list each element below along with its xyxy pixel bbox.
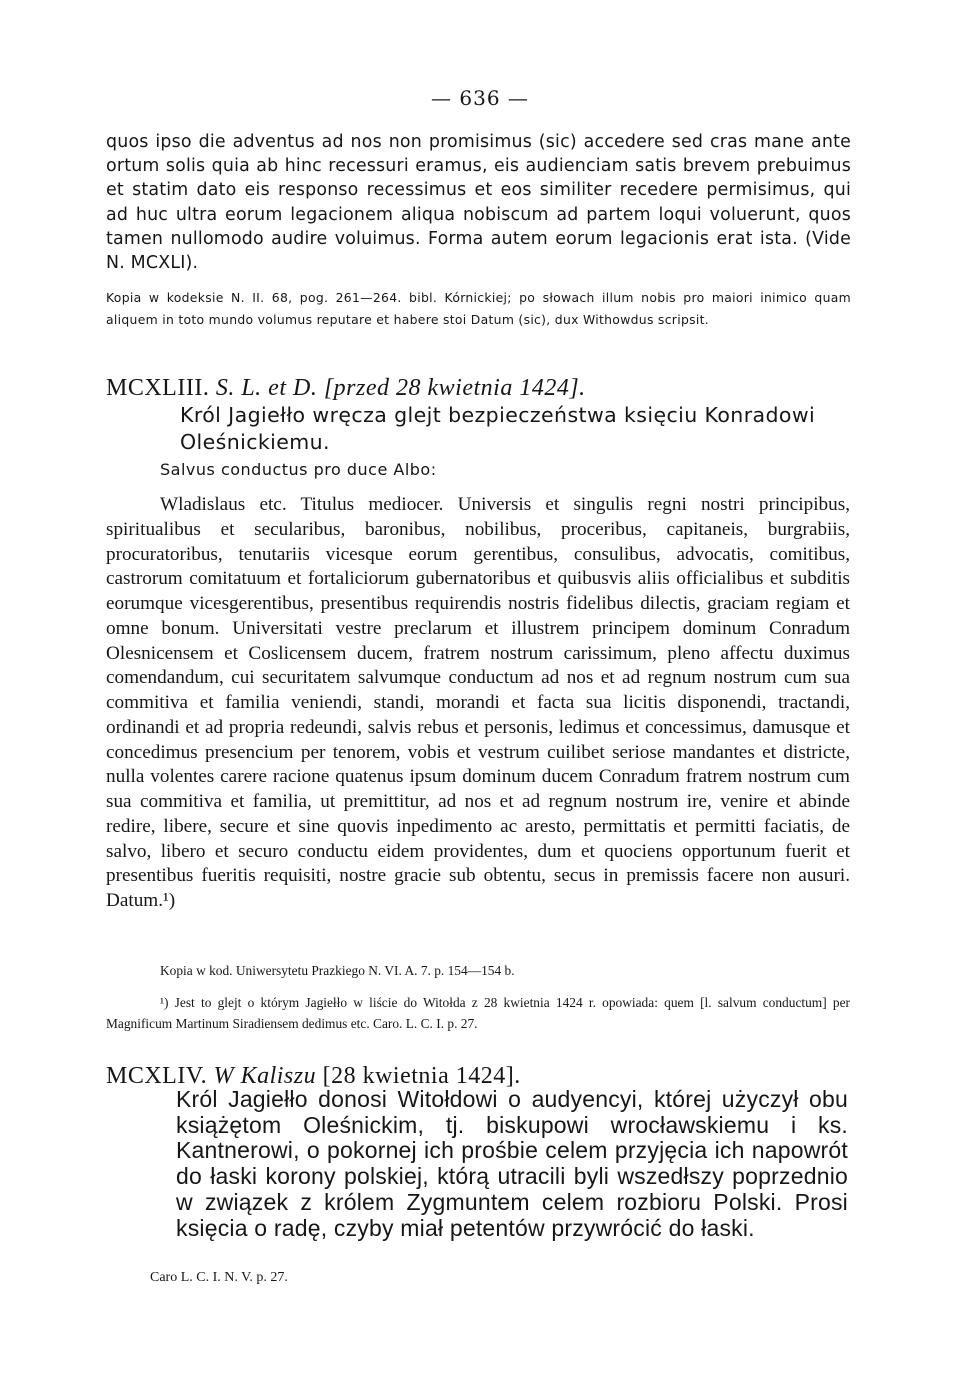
intro-paragraph: quos ipso die adventus ad nos non promisimus (sic) accedere sed cras mane ante ortum solis quia ab hinc recessuri eramus, eis audienciam satis brevem prebuimus et statim dato eis responso recessimus et eos similiter recedere permisimus, qui ad huc ultra eorum legacionem aliqua nobiscum ad partem loqui voluerunt, quos tamen nullomodo audire voluimus. Forma autem eorum legacionis erat ista. (Vide N. MCXLI). (106, 132, 851, 274)
doc-1144-summary: Król Jagiełło donosi Witołdowi o audyencyi, której użyczył obu książętom Oleśnickim, tj. biskupowi wrocławskiemu i ks. Kantnerowi, o pokornej ich prośbie celem przyjęcia ich napowrót do łaski korony polskiej, którą utracili byli wszedłszy poprzednio w związek z królem Zygmuntem celem rozbioru Polski. Prosi księcia o radę, czyby miał petentów przywrócić do łaski. (176, 1086, 848, 1241)
page-number: — 636 — (431, 86, 529, 110)
doc-1143-summary: Król Jagiełło wręcza glejt bezpieczeństwa księciu Konradowi Oleśnickiemu. (180, 403, 816, 454)
doc-1143-heading (106, 374, 866, 402)
doc-1143-text: Wladislaus etc. Titulus mediocer. Universis et singulis regni nostri principibus, spiritualibus et secularibus, baronibus, nobilibus, proceribus, capitaneis, burgrabiis, procuratoribus, tenutariis vicesque eorum gerentibus, consulibus, advocatis, comitibus, castrorum comitatuum et fortaliciorum gubernatoribus et quibusvis aliis officialibus et subditis eorumque vicesgerentibus, presentibus requirendis nostris fidelibus dilectis, graciam regiam et omne bonum. Universitati vestre preclarum et illustrem principem dominum Conradum Olesnicensem et Coslicensem ducem, fratrem nostrum carissimum, pleno affectu duximus comendandum, cui securitatem salvumque conductum ad nos et ad regnum nostrum cum sua commitiva et familia veniendi, standi, morandi et facta sua licitis disponendi, tractandi, ordinandi et ad propria redeundi, salvis rebus et personis, ledimus et concessimus, damusque et concedimus presencium per tenorem, vobis et vestrum cuilibet seriose mandantes et districte, nulla volentes carere racione quatenus ipsum dominum ducem Conradum fratrem nostrum cum sua commitiva et familia, ut premittitur, ad nos et ad regnum nostrum ire, venire et abinde redire, libere, secure et sine quovis inpedimento ac aresto, permittatis et permitti faciatis, de salvo, libero et securo conductu eidem providentes, dum et quociens opportunum fuerit et presentibus fueritis requisiti, nostre gracie sub obtentu, secus in premissis facere non ausuri. Datum.¹) (106, 494, 850, 911)
doc-number: MCXLIII. (106, 375, 210, 401)
doc-1143-source: Kopia w kod. Uniwersytetu Prazkiego N. VI. A. 7. p. 154—154 b. (160, 963, 515, 978)
doc-1144-source: Caro L. C. I. N. V. p. 27. (150, 1270, 288, 1285)
doc-number: MCXLIV. (106, 1063, 208, 1089)
doc-date: [28 kwietnia 1424]. (322, 1063, 521, 1089)
doc-place: W Kaliszu (213, 1063, 317, 1089)
doc-1143-footnote: ¹) Jest to glejt o którym Jagiełło w liście do Witołda z 28 kwietnia 1424 r. opowiada: quem [l. salvum conductum] per Magnificum Martinum Siradiensem dedimus etc. Caro. L. C. I. p. 27. (106, 995, 850, 1031)
doc-place: S. L. et D. (215, 375, 318, 401)
intro-source-note: Kopia w kodeksie N. II. 68, pog. 261—264. bibl. Kórnickiej; po słowach illum nobis pro maiori inimico quam aliquem in toto mundo volumus reputare et habere stoi Datum (sic), dux Withowdus scripsit. (106, 290, 851, 327)
salvus-conductus-title: Salvus conductus pro duce Albo: (160, 460, 437, 479)
doc-date: [przed 28 kwietnia 1424]. (323, 375, 586, 401)
